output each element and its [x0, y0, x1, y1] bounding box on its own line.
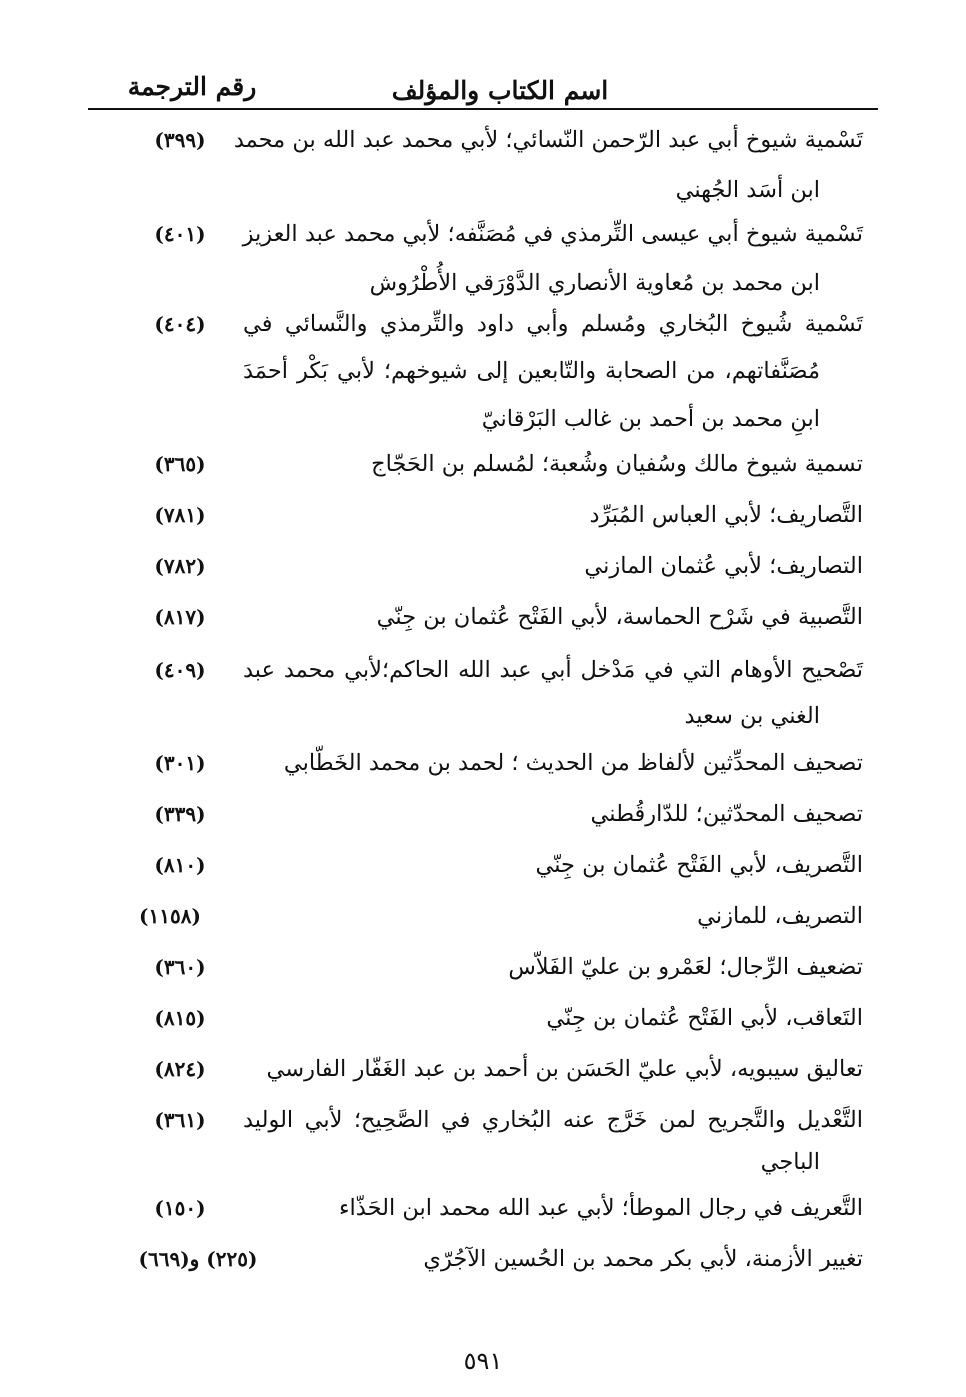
entry-title-line: تَسْمية شُيوخ البُخاري ومُسلم وأبي داود والتِّرمذي والنَّسائي في	[243, 311, 863, 337]
list-item	[0, 951, 966, 1002]
entry-title-line: التصريف، للمازني	[697, 903, 863, 929]
column-header-number: رقم الترجمة	[127, 72, 257, 101]
entry-ref-number: (٨١٥)	[154, 1006, 206, 1030]
list-item	[0, 1053, 966, 1104]
list-item	[0, 652, 966, 747]
list-item	[0, 798, 966, 849]
entry-title-line: تَصْحيح الأوهام التي في مَدْخل أبي عبد الله الحاكم؛لأبي محمد عبد	[243, 657, 863, 683]
list-item	[0, 1002, 966, 1053]
entry-title-line: تَسْمية شيوخ أبي عبد الرّحمن النّسائي؛ لأبي محمد عبد الله بن محمد	[233, 127, 863, 153]
entry-ref-number: (٧٨٢)	[154, 554, 206, 578]
entry-title-line: ابنِ محمد بن أحمد بن غالب البَرْقانيّ	[481, 406, 820, 432]
entry-ref-number: (٣٦٥)	[154, 452, 206, 476]
list-item	[0, 849, 966, 900]
list-item	[0, 747, 966, 798]
list-item	[0, 1192, 966, 1243]
entry-ref-number: (٣٦٠)	[154, 955, 206, 979]
entry-ref-number: (٣٩٩)	[154, 128, 206, 152]
entry-title-line: التَّصبية في شَرْح الحماسة، لأبي الفَتْح عُثمان بن جِنّي	[376, 604, 863, 630]
entry-ref-number: (٤٠٤)	[154, 312, 206, 336]
list-item	[0, 305, 966, 448]
entry-ref-number: (٢٢٥) و(٦٦٩)	[138, 1247, 258, 1271]
entry-ref-number: (١٥٠)	[154, 1196, 206, 1220]
list-item	[0, 212, 966, 305]
entry-title-line: التَّعْديل والتَّجريح لمن خَرَّج عنه البُخاري في الصَّحِيح؛ لأبي الوليد	[243, 1107, 863, 1133]
entry-title-line: الغني بن سعيد	[684, 703, 820, 729]
page-number: ٥٩١	[463, 1347, 503, 1375]
entry-title-line: التَّعريف في رجال الموطأ؛ لأبي عبد الله محمد ابن الحَذّاء	[338, 1195, 863, 1221]
entry-ref-number: (٣٣٩)	[154, 802, 206, 826]
entry-title-line: الباجي	[760, 1149, 820, 1175]
entry-ref-number: (١١٥٨)	[139, 904, 201, 928]
entry-title-line: تغيير الأزمنة، لأبي بكر محمد بن الحُسين الآجُرّي	[423, 1246, 863, 1272]
list-item	[0, 448, 966, 499]
entry-title-line: التصاريف؛ لأبي عُثمان المازني	[584, 553, 863, 579]
list-item	[0, 550, 966, 601]
entry-ref-number: (٨١٧)	[154, 605, 206, 629]
entry-ref-number: (٧٨١)	[154, 503, 206, 527]
entry-title-line: التَّصريف، لأبي الفَتْح عُثمان بن جِنّي	[535, 852, 863, 878]
entry-title-line: ابن محمد بن مُعاوية الأنصاري الدَّوْرَقي الأُطْرُوش	[369, 270, 820, 296]
list-item	[0, 601, 966, 652]
list-item	[0, 1104, 966, 1192]
entry-title-line: تضعيف الرِّجال؛ لعَمْرو بن عليّ الفَلاّس	[508, 954, 863, 980]
entry-ref-number: (٣٠١)	[154, 751, 206, 775]
column-header-title: اسم الكتاب والمؤلف	[391, 76, 609, 105]
entry-ref-number: (٤٠١)	[154, 222, 206, 246]
entry-ref-number: (٣٦١)	[154, 1108, 206, 1132]
list-item	[0, 900, 966, 951]
list-item	[0, 112, 966, 212]
entry-title-line: تَسْمية شيوخ أبي عيسى التِّرمذي في مُصَنَّفه؛ لأبي محمد عبد العزيز	[242, 221, 863, 247]
entry-title-line: تسمية شيوخ مالك وسُفيان وشُعبة؛ لمُسلم بن الحَجّاج	[371, 451, 863, 477]
entry-title-line: التَعاقب، لأبي الفَتْح عُثمان بن جِنّي	[546, 1005, 863, 1031]
entry-title-line: تعاليق سيبويه، لأبي عليّ الحَسَن بن أحمد بن عبد الغَفّار الفارسي	[266, 1056, 863, 1082]
entry-title-line: مُصَنَّفاتهم، من الصحابة والتّابعين إلى شيوخهم؛ لأبي بَكْر أحمَدَ	[243, 358, 820, 384]
entry-title-line: تصحيف المحدِّثين لألفاظ من الحديث ؛ لحمد بن محمد الخَطّابي	[283, 750, 863, 776]
header-divider	[88, 108, 878, 110]
entry-ref-number: (٤٠٩)	[154, 658, 206, 682]
entry-list	[0, 112, 966, 1294]
entry-ref-number: (٨٢٤)	[154, 1057, 206, 1081]
entry-title-line: التَّصاريف؛ لأبي العباس المُبَرِّد	[589, 502, 863, 528]
entry-title-line: ابن أسَد الجُهني	[675, 177, 820, 203]
entry-title-line: تصحيف المحدّثين؛ للدّارقُطني	[590, 801, 863, 827]
entry-ref-number: (٨١٠)	[154, 853, 206, 877]
list-item	[0, 1243, 966, 1294]
list-item	[0, 499, 966, 550]
